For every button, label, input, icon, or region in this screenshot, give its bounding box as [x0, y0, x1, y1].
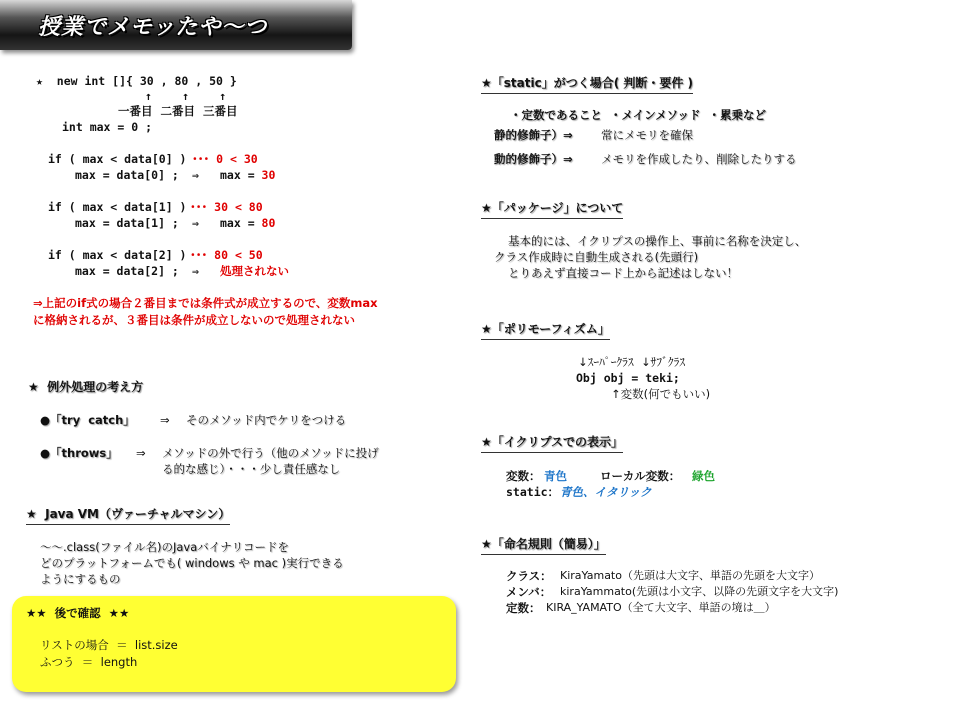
arrow-3: ⇒ [192, 264, 199, 278]
result-3: 処理されない [220, 264, 289, 278]
static-label-2: 動的修飾子）⇒ [494, 152, 573, 166]
if-note-2: ･･･ 30 < 80 [190, 200, 263, 214]
if-condition-3: if ( max < data[2] ) [48, 248, 187, 262]
package-line-1: 基本的には、イクリプスの操作上、事前に名称を決定し、 [508, 234, 807, 248]
throws-arrow: ⇒ [136, 446, 146, 460]
poly-line-3: ↑変数(何でもいい) [611, 387, 711, 401]
naming-const-label: 定数： [506, 601, 541, 615]
result-2-value: 80 [261, 216, 276, 230]
polymorphism-heading: ★「ポリモーフィズム」 [481, 322, 610, 340]
javavm-heading: ★ Java VM（ヴァーチャルマシン） [26, 507, 230, 525]
throws-desc-2: る的な感じ）・・・少し責任感なし [162, 462, 341, 476]
naming-member-label: メンバ： [506, 585, 552, 599]
review-later-line-1: リストの場合 ＝ list.size [40, 638, 178, 652]
explanation-line-1: ⇒上記のif式の場合２番目までは条件式が成立するので、変数max [33, 296, 378, 310]
try-desc: そのメソッド内でケリをつける [186, 413, 347, 427]
poly-line-1: ↓ｽｰﾊﾟｰｸﾗｽ ↓ｻﾌﾞｸﾗｽ [578, 355, 686, 369]
package-line-2: クラス作成時に自動生成される(先頭行) [494, 250, 699, 264]
eclipse-heading: ★「イクリプスでの表示」 [481, 435, 623, 453]
static-line-1: ・定数であること ・メインメソッド ・累乗など [510, 108, 767, 122]
result-1: max = 30 [220, 168, 276, 182]
assign-1: max = data[0] ; [75, 168, 179, 182]
eclipse-local-label: ローカル変数： [600, 469, 681, 483]
assign-3: max = data[2] ; [75, 264, 179, 278]
javavm-line-1: ～～.class(ファイル名)のJavaバイナリコードを [40, 540, 290, 554]
if-note-3: ･･･ 80 < 50 [190, 248, 263, 262]
naming-member-text: kiraYammato(先頭は小文字、以降の先頭文字を大文字) [560, 585, 839, 598]
poly-line-2: Obj obj = teki; [576, 371, 680, 385]
naming-class-text: KiraYamato（先頭は大文字、単語の先頭を大文字） [560, 569, 820, 582]
exception-heading: ★ 例外処理の考え方 [28, 380, 144, 394]
static-text-1: 常にメモリを確保 [601, 128, 693, 142]
title-banner [0, 0, 352, 50]
eclipse-static-label: static： [506, 485, 560, 499]
code-array-line: ★ new int []{ 30 , 80 , 50 } [36, 74, 237, 88]
eclipse-local-value: 緑色 [692, 469, 715, 483]
naming-class-label: クラス： [506, 569, 552, 583]
static-label-1: 静的修飾子）⇒ [494, 128, 573, 142]
assign-2: max = data[1] ; [75, 216, 179, 230]
review-later-line-2: ふつう ＝ length [40, 655, 138, 669]
static-heading: ★「static」がつく場合( 判断・要件 ) [481, 76, 693, 94]
package-line-3: とりあえず直接コード上から記述はしない！ [508, 266, 738, 280]
if-condition-1: if ( max < data[0] ) [48, 152, 187, 166]
index-labels: 一番目 二番目 三番目 [118, 104, 238, 118]
naming-heading: ★「命名規則（簡易）」 [481, 537, 606, 555]
package-heading: ★「パッケージ」について [481, 201, 623, 219]
try-arrow: ⇒ [160, 413, 170, 427]
javavm-line-2: どのプラットフォームでも( windows や mac )実行できる [40, 556, 344, 570]
eclipse-var-value: 青色 [544, 469, 567, 483]
eclipse-static-value: 青色、イタリック [560, 485, 652, 499]
page-title: 授業でメモッたや～つ [38, 15, 268, 40]
try-catch-label: ●「try catch」 [40, 413, 135, 427]
naming-const-text: KIRA_YAMATO（全て大文字、単語の境は＿） [546, 601, 776, 614]
review-later-heading: ★★ 後で確認 ★★ [26, 606, 130, 620]
arrows-up: ↑ ↑ ↑ [145, 89, 227, 103]
arrow-2: ⇒ [192, 216, 199, 230]
code-max-init: int max = 0 ; [62, 120, 153, 134]
if-condition-2: if ( max < data[1] ) [48, 200, 187, 214]
throws-label: ●「throws」 [40, 446, 118, 460]
arrow-1: ⇒ [192, 168, 199, 182]
javavm-line-3: ようにするもの [40, 572, 121, 586]
result-1-value: 30 [261, 168, 276, 182]
eclipse-var-label: 変数： [506, 469, 541, 483]
explanation-line-2: に格納されるが、３番目は条件が成立しないので処理されない [33, 313, 355, 327]
if-note-1: ･･･ 0 < 30 [192, 152, 258, 166]
result-2: max = 80 [220, 216, 276, 230]
throws-desc-1: メソッドの外で行う（他のメソッドに投げ [162, 446, 379, 460]
static-text-2: メモリを作成したり、削除したりする [601, 152, 797, 166]
